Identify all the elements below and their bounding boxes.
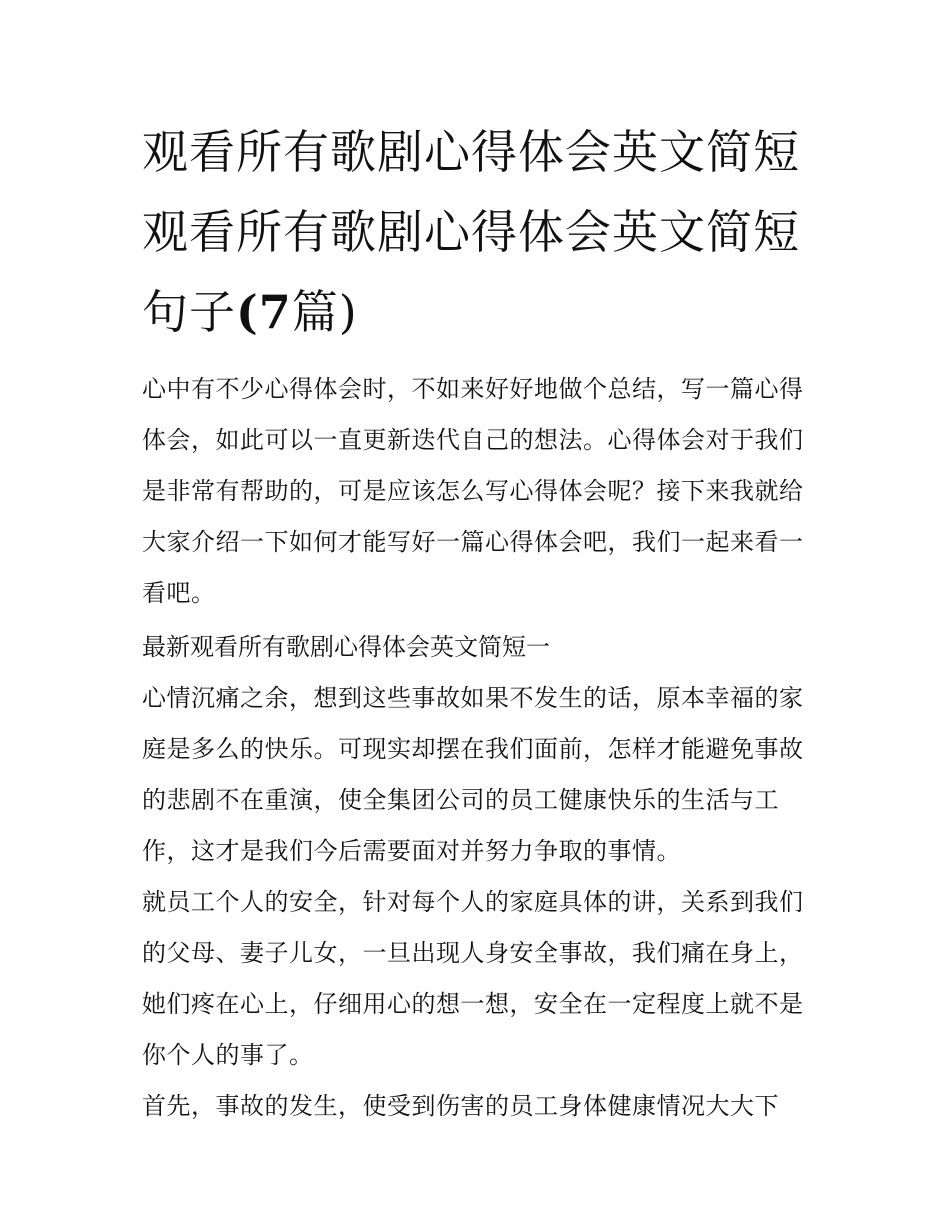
document-content bbox=[142, 112, 812, 1132]
body-paragraph-1: 心情沉痛之余，想到这些事故如果不发生的话，原本幸福的家庭是多么的快乐。可现实却摆在我们面前，怎样才能避免事故的悲剧不在重演，使全集团公司的员工健康快乐的生活与工作，这才是我们今后需要面对并努力争取的事情。 bbox=[142, 684, 804, 865]
document-title bbox=[142, 112, 812, 352]
document-title-count: (7 bbox=[236, 285, 292, 339]
body-paragraph-2: 就员工个人的安全，针对每个人的家庭具体的讲，关系到我们的父母、妻子儿女，一旦出现人身安全事故，我们痛在身上，她们疼在心上，仔细用心的想一想，安全在一定程度上就不是你个人的事了。 bbox=[142, 888, 804, 1069]
document-title-text: 观看所有歌剧心得体会英文简短 观看所有歌剧心得体会英文简短句子 bbox=[142, 125, 800, 339]
intro-paragraph: 心中有不少心得体会时，不如来好好地做个总结，写一篇心得体会，如此可以一直更新迭代自己的想法。心得体会对于我们是非常有帮助的，可是应该怎么写心得体会呢？接下来我就给大家介绍一下如何才能写好一篇心得体会吧，我们一起来看一看吧。 bbox=[142, 375, 804, 607]
section-heading: 最新观看所有歌剧心得体会英文简短一 bbox=[142, 633, 550, 661]
body-paragraph-3: 首先，事故的发生，使受到伤害的员工身体健康情况大大下 bbox=[142, 1092, 779, 1120]
document-title-suffix: 篇) bbox=[291, 285, 358, 339]
